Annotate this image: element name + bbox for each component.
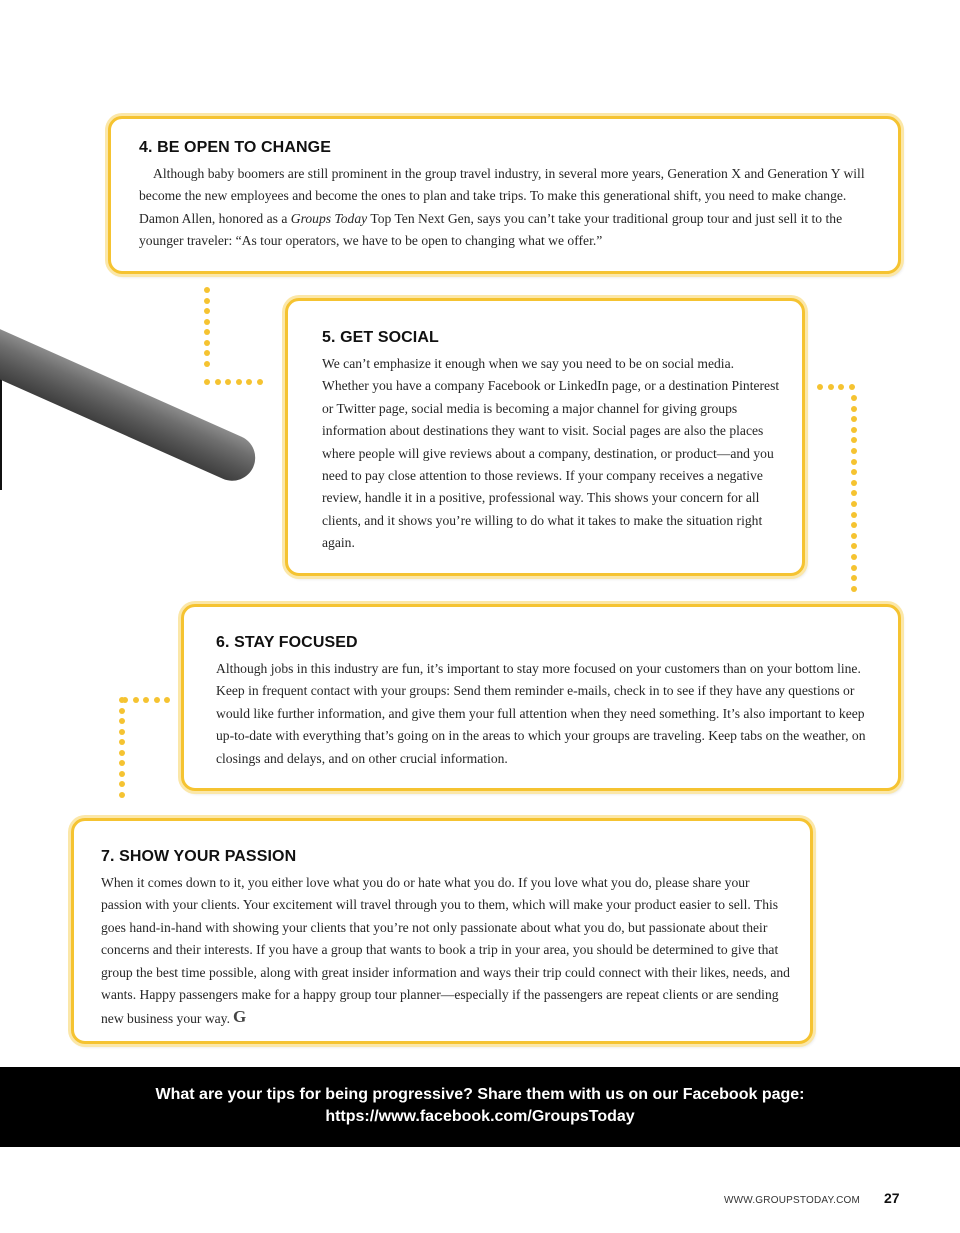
footer-website[interactable]: WWW.GROUPSTODAY.COM: [723, 1195, 860, 1206]
connector-dot: [119, 718, 125, 724]
connector-dot: [133, 697, 139, 703]
connector-dot: [215, 379, 221, 385]
connector-dot: [851, 586, 857, 592]
connector-dot: [119, 697, 125, 703]
connector-dot: [119, 771, 125, 777]
tip-box-5: [285, 298, 805, 576]
connector-dot: [204, 329, 210, 335]
connector-dot: [851, 469, 857, 475]
connector-dot: [204, 379, 210, 385]
connector-dot: [828, 384, 834, 390]
facebook-banner: [0, 1067, 960, 1147]
magazine-title-italic: Groups Today: [290, 210, 368, 226]
connector-dot: [119, 760, 125, 766]
tip-body-7: [101, 872, 792, 1031]
connector-dot: [817, 384, 823, 390]
connector-dot: [851, 395, 857, 401]
connector-dot: [225, 379, 231, 385]
tip-box-4: [108, 116, 901, 274]
connector-dot: [838, 384, 844, 390]
tip-heading-4: 4. BE OPEN TO CHANGE: [139, 139, 331, 156]
connector-dot: [204, 340, 210, 346]
connector-dot: [119, 750, 125, 756]
banner-url[interactable]: https://www.facebook.com/GroupsToday: [325, 1108, 635, 1125]
tip-body-5: We can’t emphasize it enough when we say you need to be on social media. Whether you have a company Facebook or LinkedIn page, or a destination Pinterest or Twitter page, social media is becoming a major channel for giving groups information about destinations they want to visit. Social pages are also the places where people will give reviews about a company, destination, or product—and you need to pay close attention to those reviews. If your company receives a negative review, handle it in a positive, professional way. This shows your concern for all clients, and it shows you’re willing to do what it takes to make the situation right again.: [322, 356, 780, 551]
banner-line-1: What are your tips for being progressive? Share them with us on our Facebook page:: [155, 1086, 805, 1103]
connector-dot: [246, 379, 252, 385]
connector-dot: [851, 416, 857, 422]
tip-heading-7: 7. SHOW YOUR PASSION: [101, 848, 297, 865]
connector-dot: [851, 480, 857, 486]
connector-dot: [851, 448, 857, 454]
connector-dot: [851, 554, 857, 560]
page-number: 27: [884, 1190, 900, 1206]
connector-dot: [204, 361, 210, 367]
end-mark-icon: G: [233, 1007, 247, 1027]
connector-dot: [204, 319, 210, 325]
tip-box-7: [71, 818, 813, 1044]
tip-body-6: Although jobs in this industry are fun, it’s important to stay more focused on your customers than on your bottom line. Keep in frequent contact with your groups: Send them reminder e-mails, check in to see if they have any questions or would like further information, and give them your full attention when they need something. It’s also important to keep up-to-date with everything that’s going on in the areas to which your groups are traveling. Keep tabs on the weather, on closings and delays, and on other crucial information.: [216, 661, 866, 766]
connector-dot: [257, 379, 263, 385]
connector-dot: [851, 406, 857, 412]
connector-dot: [119, 729, 125, 735]
connector-dot: [204, 308, 210, 314]
connector-dot: [851, 543, 857, 549]
connector-dot: [119, 781, 125, 787]
connector-dot: [851, 512, 857, 518]
tip-body-4: [139, 163, 876, 253]
connector-dot: [143, 697, 149, 703]
connector-dot: [849, 384, 855, 390]
connector-dot: [204, 298, 210, 304]
connector-dot: [851, 533, 857, 539]
connector-dot: [851, 565, 857, 571]
connector-dot: [851, 501, 857, 507]
connector-dot: [119, 792, 125, 798]
connector-dot: [204, 350, 210, 356]
tip-body-7-text: When it comes down to it, you either love what you do or hate what you do. If you love what you do, please share your passion with your clients. Your excitement will travel through you to them, which will make your product easier to sell. This goes hand-in-hand with showing your clients that you’re not only passionate about what you do, but passionate about their concerns and their interests. If you have a group that wants to book a trip in your area, you should be determined to give that group the best time possible, along with great insider information and ways their trip could connect with their likes, needs, and wants. Happy passengers make for a happy group tour planner—especially if the passengers are repeat clients or are sending new business your way.: [101, 875, 790, 1027]
tip-heading-5: 5. GET SOCIAL: [322, 329, 439, 346]
connector-dot: [851, 490, 857, 496]
connector-dot: [236, 379, 242, 385]
connector-dot: [154, 697, 160, 703]
connector-dot: [851, 437, 857, 443]
pipe-image: [0, 320, 263, 488]
connector-dot: [119, 708, 125, 714]
connector-dot: [204, 287, 210, 293]
connector-dot: [851, 522, 857, 528]
tip-heading-6: 6. STAY FOCUSED: [216, 634, 358, 651]
connector-dot: [851, 427, 857, 433]
connector-dot: [119, 739, 125, 745]
connector-dot: [164, 697, 170, 703]
tip-body-4-part1: Although baby boomers are still prominent in the group travel industry, in several more years, Generation X and Generation Y will become the new employees and become the ones to plan and take trips. To make this generational shift, you need to make change. Damon Allen, honored as a: [139, 166, 865, 226]
connector-dot: [851, 575, 857, 581]
connector-dot: [851, 459, 857, 465]
tip-box-6: [181, 604, 901, 791]
tip-body-4-part2: Top Ten Next Gen, says you can’t take your traditional group tour and just sell it to the younger traveler: “As tour operators, we have to be open to changing what we offer.”: [139, 210, 843, 249]
